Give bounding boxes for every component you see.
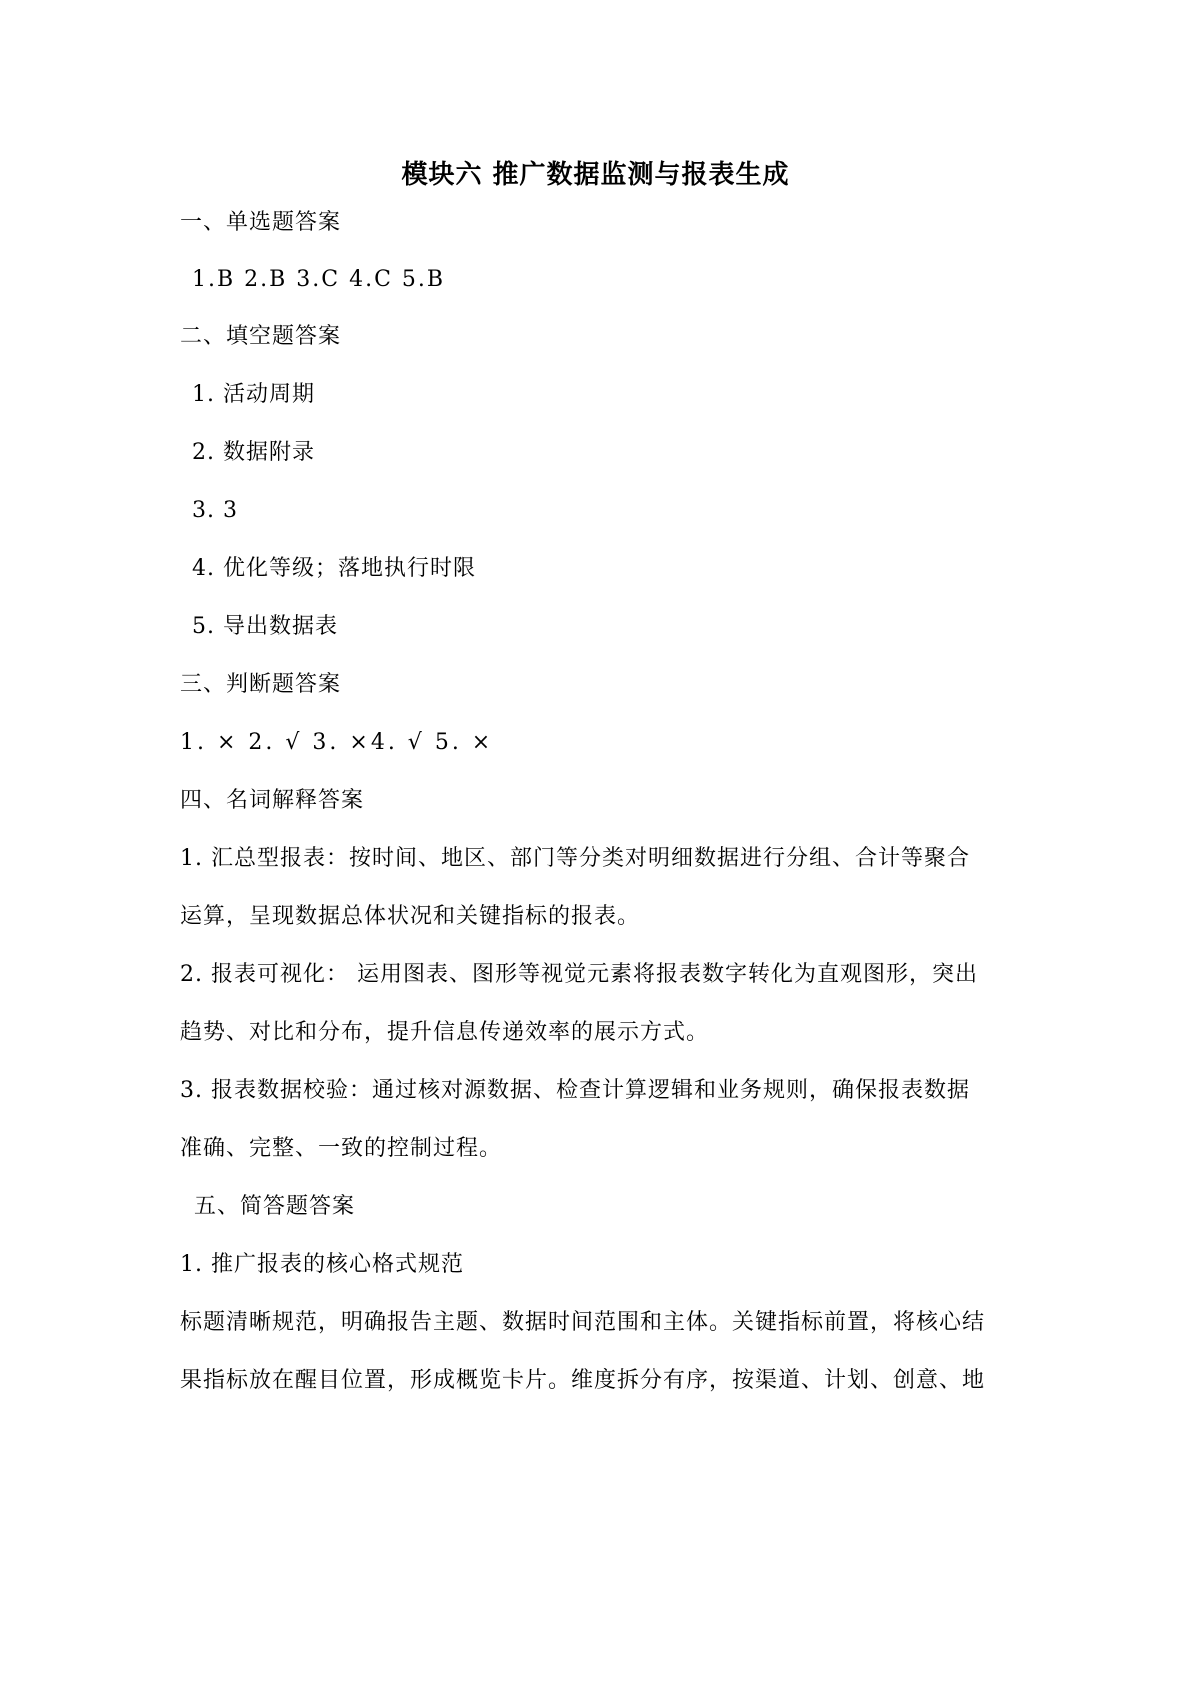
definition-line: 1. 汇总型报表：按时间、地区、部门等分类对明细数据进行分组、合计等聚合 <box>180 846 970 871</box>
fill-blank-answer-2: 2. 数据附录 <box>192 440 315 465</box>
fill-blank-answer-1: 1. 活动周期 <box>192 382 315 407</box>
document-title: 模块六 推广数据监测与报表生成 <box>401 160 790 190</box>
single-choice-answers: 1.B 2.B 3.C 4.C 5.B <box>192 267 446 292</box>
fill-blank-answer-3: 3. 3 <box>192 498 238 523</box>
short-answer-line: 标题清晰规范，明确报告主题、数据时间范围和主体。关键指标前置，将核心结 <box>180 1310 986 1335</box>
fill-blank-answer-4: 4. 优化等级；落地执行时限 <box>192 556 476 581</box>
true-false-answers: 1. × 2. √ 3. ×4. √ 5. × <box>180 730 494 755</box>
definition-line: 准确、完整、一致的控制过程。 <box>180 1136 503 1161</box>
section-heading-fill-blank: 二、填空题答案 <box>180 324 342 349</box>
fill-blank-answer-5: 5. 导出数据表 <box>192 614 338 639</box>
section-heading-true-false: 三、判断题答案 <box>180 672 342 697</box>
definition-line: 3. 报表数据校验：通过核对源数据、检查计算逻辑和业务规则，确保报表数据 <box>180 1078 970 1103</box>
section-heading-term-definitions: 四、名词解释答案 <box>180 788 365 813</box>
definition-line: 2. 报表可视化： 运用图表、图形等视觉元素将报表数字转化为直观图形，突出 <box>180 962 978 987</box>
definition-line: 趋势、对比和分布，提升信息传递效率的展示方式。 <box>180 1020 710 1045</box>
short-answer-line: 果指标放在醒目位置，形成概览卡片。维度拆分有序，按渠道、计划、创意、地 <box>180 1368 986 1393</box>
definition-line: 运算，呈现数据总体状况和关键指标的报表。 <box>180 904 641 929</box>
short-answer-question-1-title: 1. 推广报表的核心格式规范 <box>180 1252 464 1277</box>
section-heading-single-choice: 一、单选题答案 <box>180 210 342 235</box>
section-heading-short-answer: 五、简答题答案 <box>194 1194 356 1219</box>
